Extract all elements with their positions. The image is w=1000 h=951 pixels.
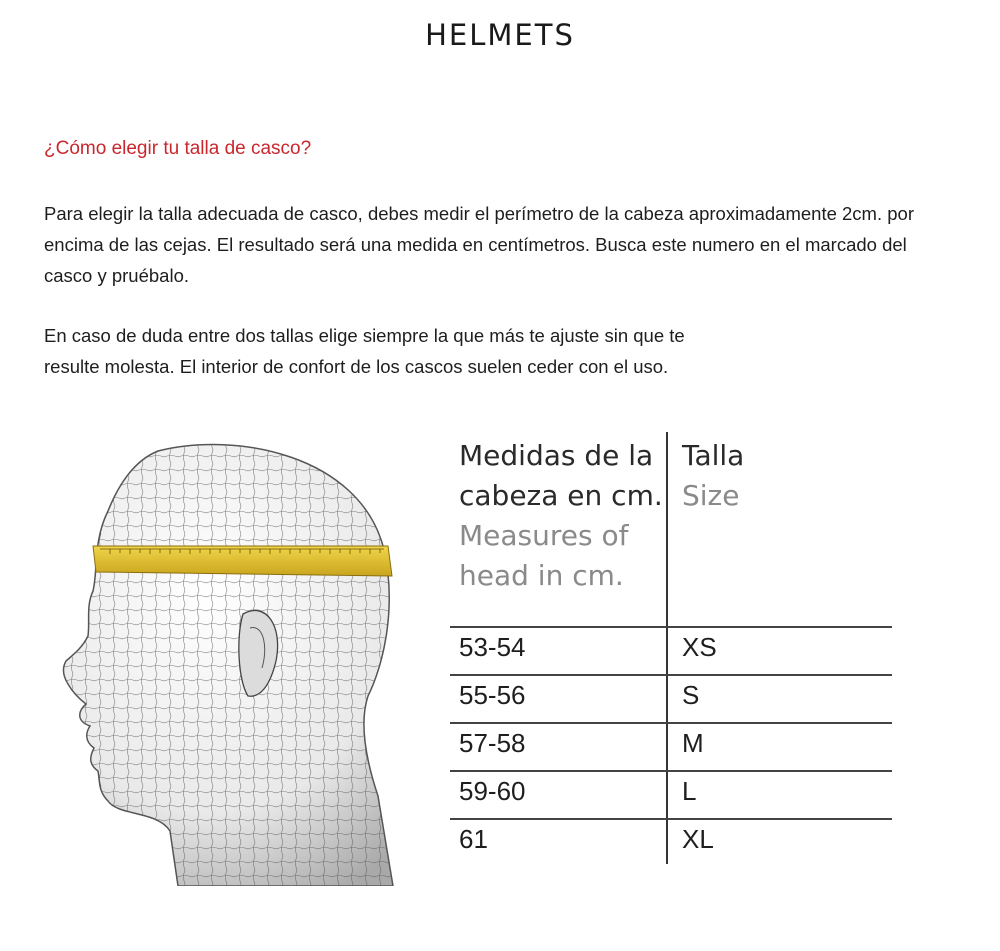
size-header-en: Size (682, 479, 740, 512)
measure-header-es: Medidas de la cabeza en cm. (459, 439, 663, 512)
row-divider (450, 674, 892, 676)
size-header-es: Talla (682, 439, 745, 472)
row-divider (450, 626, 892, 628)
measure-header-en: Measures of head in cm. (459, 519, 629, 592)
size-cell: M (682, 728, 704, 758)
measure-cell: 53-54 (459, 632, 526, 662)
measure-column-header (459, 436, 664, 596)
head-measurement-illustration (38, 436, 418, 886)
row-divider (450, 770, 892, 772)
row-divider (450, 722, 892, 724)
section-heading: ¿Cómo elegir tu talla de casco? (44, 138, 312, 159)
advice-paragraph: En caso de duda entre dos tallas elige siempre la que más te ajuste sin que te resulte molesta. El interior de confort de los cascos suelen ceder con el uso. (44, 325, 685, 377)
size-table (450, 432, 895, 872)
measure-cell: 59-60 (459, 776, 526, 806)
size-cell: XL (682, 824, 714, 854)
size-column-header (682, 436, 882, 516)
size-cell: XS (682, 632, 717, 662)
measure-cell: 61 (459, 824, 488, 854)
column-divider (666, 432, 668, 864)
measure-cell: 55-56 (459, 680, 526, 710)
row-divider (450, 818, 892, 820)
measuring-tape-icon (93, 546, 392, 576)
instructions-paragraph: Para elegir la talla adecuada de casco, debes medir el perímetro de la cabeza aproximadamente 2cm. por encima de las cejas. El resultado será una medida en centímetros. Busca este numero en el marcado del casco y pruébalo. (44, 203, 914, 286)
size-cell: S (682, 680, 700, 710)
page-title: HELMETS (425, 18, 575, 52)
size-cell: L (682, 776, 697, 806)
measure-cell: 57-58 (459, 728, 526, 758)
